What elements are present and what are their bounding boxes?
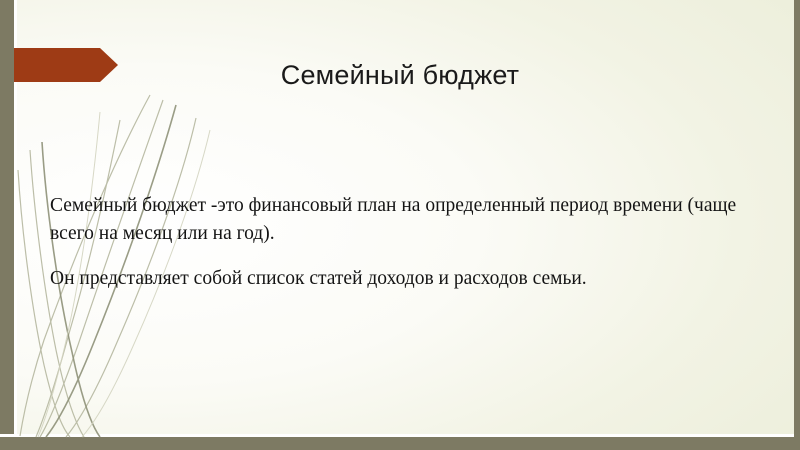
slide-body xyxy=(50,192,740,293)
page-title: Семейный бюджет xyxy=(280,60,520,90)
bottom-border-band xyxy=(0,437,800,450)
body-paragraph-1: Семейный бюджет -это финансовый план на определенный период времени (чаще всего на месяц или на год). xyxy=(50,195,737,244)
bottom-border-highlight xyxy=(0,434,800,437)
body-paragraph-2: Он представляет собой список статей доходов и расходов семьи. xyxy=(50,268,587,290)
